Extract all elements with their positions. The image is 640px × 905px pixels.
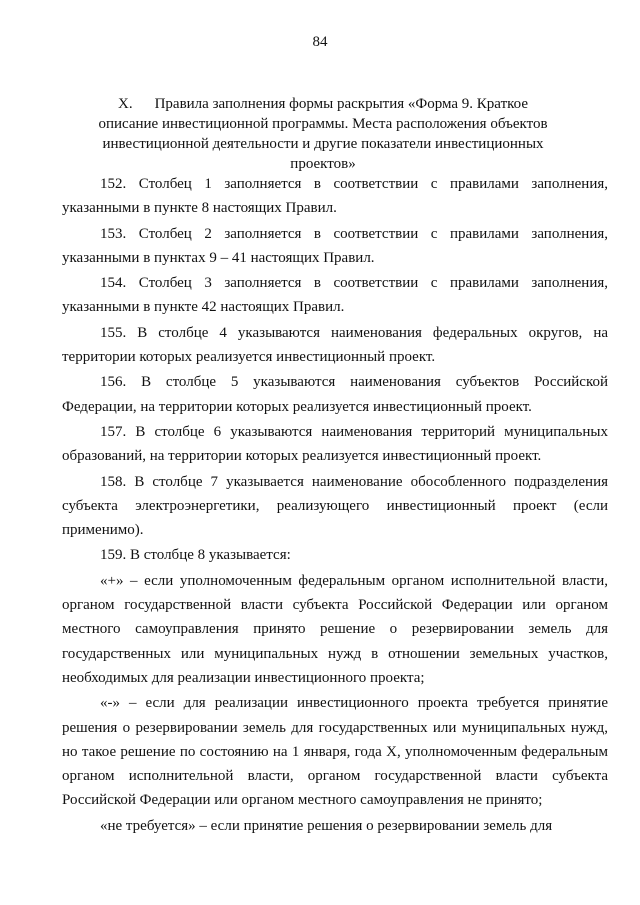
paragraph-153: 153. Столбец 2 заполняется в соответствии с правилами заполнения, указанными в пунктах 9 – 41 настоящих Правил.: [62, 225, 608, 266]
paragraph-159-plus: «+» – если уполномоченным федеральным органом исполнительной власти, органом государственной власти субъекта Российской Федерации или органом местного самоуправления принято решение о резервировании земель для государственных или муниципальных нужд в отношении земельных участков, необходимых для реализации инвестиционного проекта;: [62, 572, 608, 686]
section-heading: [88, 94, 558, 174]
paragraph-159-minus: «-» – если для реализации инвестиционного проекта требуется принятие решения о резервировании земель для государственных или муниципальных нужд, но такое решение по состоянию на 1 января, года X, уполномоченным федеральным органом исполнительной власти, органом государственной власти субъекта Российской Федерации или органом местного самоуправления не принято;: [62, 695, 608, 809]
paragraph-157: 157. В столбце 6 указываются наименования территорий муниципальных образований, на территории которых реализуется инвестиционный проект.: [62, 423, 608, 465]
paragraph-159-not-required: «не требуется» – если принятие решения о резервировании земель для: [100, 817, 553, 834]
paragraph-155: 155. В столбце 4 указываются наименования федеральных округов, на территории которых реализуется инвестиционный проект.: [62, 324, 608, 366]
section-number: X.: [117, 96, 133, 112]
paragraph-152: 152. Столбец 1 заполняется в соответствии с правилами заполнения, указанными в пункте 8 настоящих Правил.: [62, 176, 608, 217]
paragraph-156: 156. В столбце 5 указываются наименования субъектов Российской Федерации, на территории которых реализуется инвестиционный проект.: [62, 374, 608, 415]
paragraph-154: 154. Столбец 3 заполняется в соответствии с правилами заполнения, указанными в пункте 42 настоящих Правил.: [62, 275, 608, 316]
document-body: [62, 172, 608, 838]
page-number: 84: [312, 34, 328, 50]
paragraph-158: 158. В столбце 7 указывается наименование обособленного подразделения субъекта электроэнергетики, реализующего инвестиционный проект (если применимо).: [62, 473, 608, 539]
section-title: Правила заполнения формы раскрытия «Форма 9. Краткое описание инвестиционной программы. Места расположения объектов инвестиционной деятельности и другие показатели инвестиционных проектов»: [98, 96, 548, 172]
paragraph-159: 159. В столбце 8 указывается:: [100, 547, 291, 564]
